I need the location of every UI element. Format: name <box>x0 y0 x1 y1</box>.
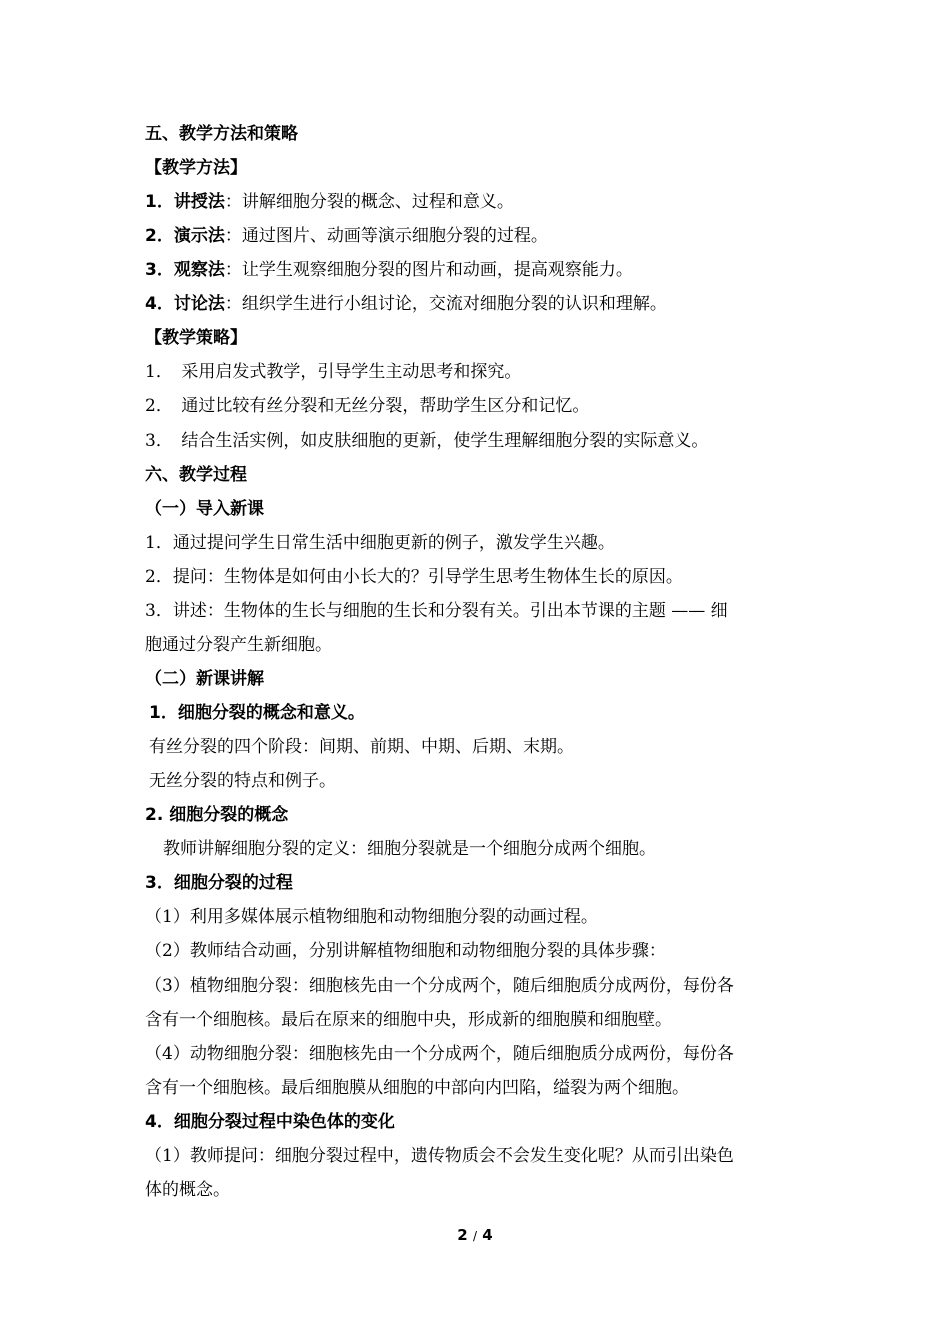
page-number <box>0 1226 950 1244</box>
subheading-teaching-strategies: 【教学策略】 <box>145 328 247 348</box>
paragraph-line: 体的概念。 <box>145 1180 230 1200</box>
paragraph-line: （2）教师结合动画，分别讲解植物细胞和动物细胞分裂的具体步骤： <box>145 941 666 961</box>
subheading-teaching-methods: 【教学方法】 <box>145 158 247 178</box>
paragraph-line: （1）利用多媒体展示植物细胞和动物细胞分裂的动画过程。 <box>145 907 598 927</box>
section-heading-process: 六、教学过程 <box>145 465 247 485</box>
paragraph-line: 无丝分裂的特点和例子。 <box>149 771 336 791</box>
paragraph-line: （1）教师提问：细胞分裂过程中，遗传物质会不会发生变化呢？从而引出染色 <box>145 1146 734 1166</box>
method-text: ：通过图片、动画等演示细胞分裂的过程。 <box>224 226 548 246</box>
intro-item: 1．通过提问学生日常生活中细胞更新的例子，激发学生兴趣。 <box>145 533 615 553</box>
method-label: 4．讨论法 <box>145 294 225 314</box>
method-label: 2．演示法 <box>145 226 225 246</box>
method-item <box>145 225 548 247</box>
intro-item: 2．提问：生物体是如何由小长大的？引导学生思考生物体生长的原因。 <box>145 567 683 587</box>
method-item <box>145 259 633 281</box>
method-item <box>145 191 514 213</box>
topic-heading-process: 3．细胞分裂的过程 <box>145 873 293 893</box>
paragraph-line: （3）植物细胞分裂：细胞核先由一个分成两个，随后细胞质分成两份，每份各 <box>145 976 734 996</box>
part-heading-intro: （一）导入新课 <box>145 499 264 519</box>
paragraph-line: 有丝分裂的四个阶段：间期、前期、中期、后期、末期。 <box>149 737 574 757</box>
section-heading-methods: 五、教学方法和策略 <box>145 124 298 144</box>
method-text: ：让学生观察细胞分裂的图片和动画，提高观察能力。 <box>224 260 633 280</box>
part-heading-new-lesson: （二）新课讲解 <box>145 669 264 689</box>
intro-item: 3．讲述：生物体的生长与细胞的生长和分裂有关。引出本节课的主题 —— 细 <box>145 601 728 621</box>
paragraph-line: （4）动物细胞分裂：细胞核先由一个分成两个，随后细胞质分成两份，每份各 <box>145 1044 734 1064</box>
topic-heading-chromosome-changes: 4．细胞分裂过程中染色体的变化 <box>145 1112 395 1132</box>
page-current: 2 <box>457 1226 468 1244</box>
strategy-item: 1． 采用启发式教学，引导学生主动思考和探究。 <box>145 362 522 382</box>
topic-heading-concept-significance: 1．细胞分裂的概念和意义。 <box>149 703 365 723</box>
page-total: 4 <box>482 1226 493 1244</box>
paragraph-line: 含有一个细胞核。最后细胞膜从细胞的中部向内凹陷，缢裂为两个细胞。 <box>145 1078 689 1098</box>
method-label: 1．讲授法 <box>145 192 225 212</box>
method-item <box>145 293 667 315</box>
page-separator: / <box>472 1229 478 1243</box>
topic-heading-concept: 2. 细胞分裂的概念 <box>145 805 289 825</box>
paragraph-line: 教师讲解细胞分裂的定义：细胞分裂就是一个细胞分成两个细胞。 <box>163 839 656 859</box>
intro-item-continued: 胞通过分裂产生新细胞。 <box>145 635 332 655</box>
strategy-item: 2． 通过比较有丝分裂和无丝分裂，帮助学生区分和记忆。 <box>145 396 590 416</box>
strategy-item: 3． 结合生活实例，如皮肤细胞的更新，使学生理解细胞分裂的实际意义。 <box>145 431 709 451</box>
method-text: ：组织学生进行小组讨论，交流对细胞分裂的认识和理解。 <box>224 294 667 314</box>
method-text: ：讲解细胞分裂的概念、过程和意义。 <box>224 192 514 212</box>
method-label: 3．观察法 <box>145 260 225 280</box>
paragraph-line: 含有一个细胞核。最后在原来的细胞中央，形成新的细胞膜和细胞壁。 <box>145 1010 672 1030</box>
